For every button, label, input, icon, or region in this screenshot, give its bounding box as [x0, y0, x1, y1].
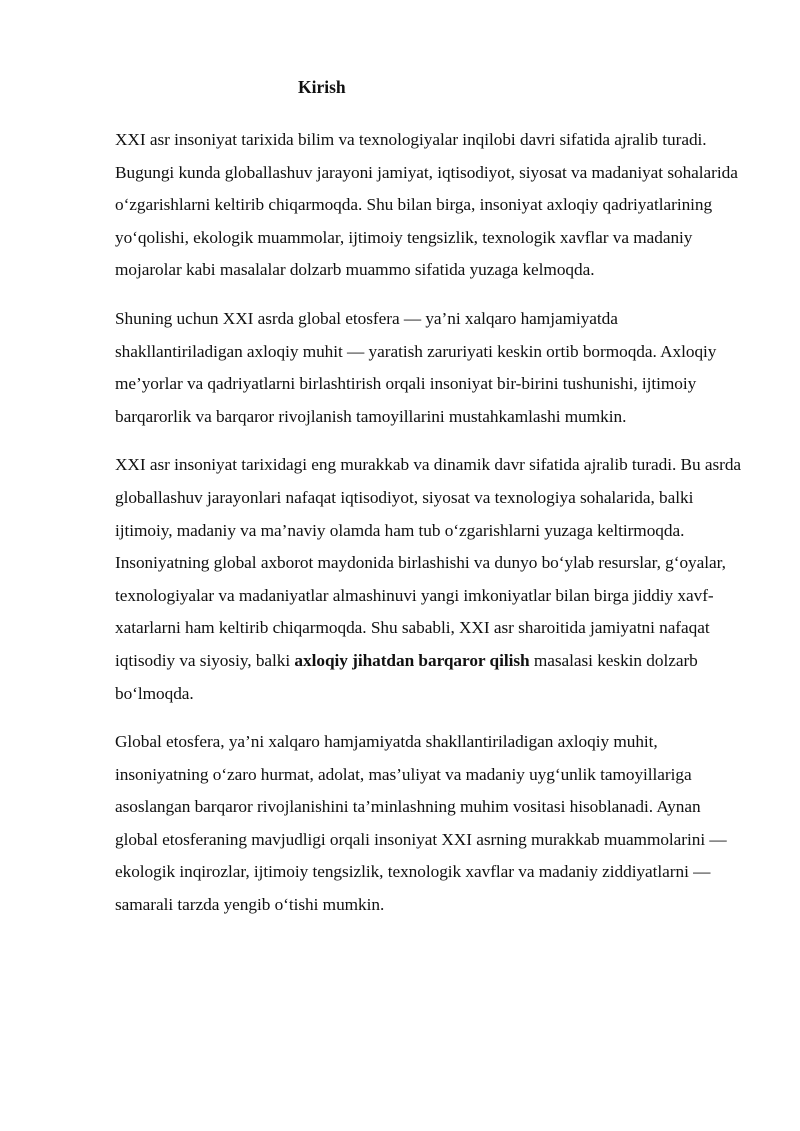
paragraph-4: Global etosfera, ya’ni xalqaro hamjamiyatda shakllantiriladigan axloqiy muhit, insoniyatning o‘zaro hurmat, adolat, mas’uliyat va madaniy uyg‘unlik tamoyillariga asoslangan barqaror rivojlanishini ta’minlashning muhim vositasi hisoblanadi. Aynan global etosferaning mavjudligi orqali insoniyat XXI asrning murakkab muammolarini — ekologik inqirozlar, ijtimoiy tengsizlik, texnologik xavflar va madaniy ziddiyatlarni — samarali tarzda yengib o‘tishi mumkin.: [115, 732, 727, 915]
paragraph-3: [115, 449, 745, 710]
paragraph-3-bold-phrase: axloqiy jihatdan barqaror qilish: [294, 650, 530, 670]
document-body: [115, 124, 745, 922]
paragraph-3-text-start: XXI asr insoniyat tarixidagi eng murakkab va dinamik davr sifatida ajralib turadi. Bu asrda globallashuv jarayonlari nafaqat iqtisodiyot, siyosat va texnologiya sohalarida, balki ijtimoiy, madaniy va ma’naviy olamda ham tub o‘zgarishlarni yuzaga keltirmoqda. Insoniyatning global axborot maydonida birlashishi va dunyo bo‘ylab resurslar, g‘oyalar, texnologiyalar va madaniyatlar almashinuvi yangi imkoniyatlar bilan birga jiddiy xavf-xatarlarni ham keltirib chiqarmoqda. Shu sababli, XXI asr sharoitida jamiyatni nafaqat iqtisodiy va siyosiy, balki: [115, 455, 742, 670]
paragraph-2: Shuning uchun XXI asrda global etosfera — ya’ni xalqaro hamjamiyatda shakllantiriladigan axloqiy muhit — yaratish zaruriyati keskin ortib bormoqda. Axloqiy me’yorlar va qadriyatlarni birlashtirish orqali insoniyat bir-birini tushunishi, ijtimoiy barqarorlik va barqaror rivojlanish tamoyillarini mustahkamlashi mumkin.: [115, 308, 717, 426]
paragraph-1: XXI asr insoniyat tarixida bilim va texnologiyalar inqilobi davri sifatida ajralib turadi. Bugungi kunda globallashuv jarayoni jamiyat, iqtisodiyot, siyosat va madaniyat sohalarida o‘zgarishlarni keltirib chiqarmoqda. Shu bilan birga, insoniyat axloqiy qadriyatlarining yo‘qolishi, ekologik muammolar, ijtimoiy tengsizlik, texnologik xavflar va madaniy mojarolar kabi masalalar dolzarb muammo sifatida yuzaga kelmoqda.: [115, 130, 738, 280]
paragraph-3-text-end: masalasi keskin dolzarb bo‘lmoqda.: [115, 650, 698, 703]
document-title: Kirish: [298, 77, 346, 97]
